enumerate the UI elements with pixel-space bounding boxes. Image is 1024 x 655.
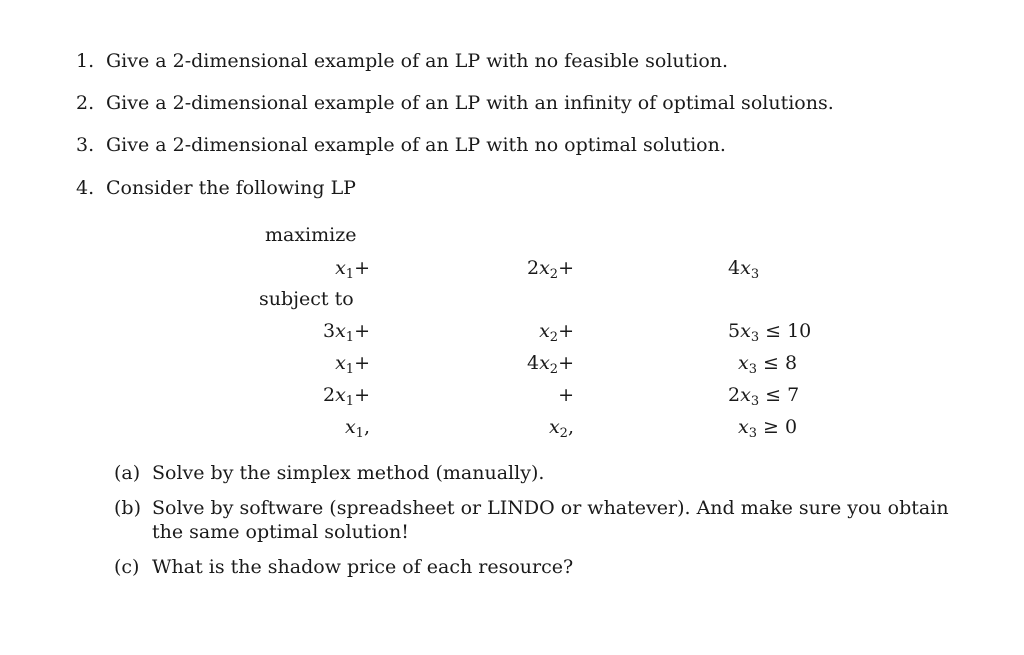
- maximize-label: maximize: [265, 224, 357, 246]
- constraint-1-term-2: $x_2+$: [539, 320, 574, 345]
- part-a: [0, 461, 1024, 487]
- question-number: 1.: [76, 50, 95, 72]
- nonnegativity-term-3: $x_3 \ge 0$: [738, 416, 798, 441]
- part-b: [0, 496, 1024, 546]
- objective-term-1: $x_1+$: [335, 257, 370, 282]
- objective-term-3: $4x_3$: [728, 257, 760, 282]
- constraint-3-term-3: $2x_3 \le 7$: [728, 384, 800, 409]
- part-c: [0, 555, 1024, 581]
- part-label: (a): [114, 462, 141, 484]
- question-number: 4.: [76, 177, 95, 199]
- question-text: Give a 2-dimensional example of an LP with no feasible solution.: [106, 50, 729, 72]
- question-text: Consider the following LP: [106, 177, 356, 199]
- constraint-3-term-1: $2x_1+$: [322, 384, 370, 409]
- part-label: (b): [114, 497, 141, 519]
- part-text: Solve by the simplex method (manually).: [152, 462, 545, 484]
- question-text: Give a 2-dimensional example of an LP with an infinity of optimal solutions.: [106, 92, 834, 114]
- part-label: (c): [114, 556, 140, 578]
- constraint-2-term-2: $4x_2+$: [526, 352, 574, 377]
- question-number: 3.: [76, 134, 95, 156]
- constraint-3-term-2: +: [558, 384, 574, 406]
- objective-term-2: $2x_2+$: [526, 257, 574, 282]
- nonnegativity-term-1: $x_1$,: [344, 416, 370, 441]
- constraint-2-term-3: $x_3 \le 8$: [738, 352, 798, 377]
- constraint-1-term-1: $3x_1+$: [322, 320, 370, 345]
- nonnegativity-term-2: $x_2$,: [548, 416, 574, 441]
- part-text: Solve by software (spreadsheet or LINDO or whatever). And make sure you obtain the same optimal solution!: [152, 497, 949, 543]
- constraint-1-term-3: $5x_3 \le 10$: [728, 320, 812, 345]
- constraint-2-term-1: $x_1+$: [335, 352, 370, 377]
- question-text: Give a 2-dimensional example of an LP with no optimal solution.: [106, 134, 726, 156]
- part-text: What is the shadow price of each resource?: [152, 556, 574, 578]
- subject-to-label: subject to: [259, 288, 354, 310]
- question-number: 2.: [76, 92, 95, 114]
